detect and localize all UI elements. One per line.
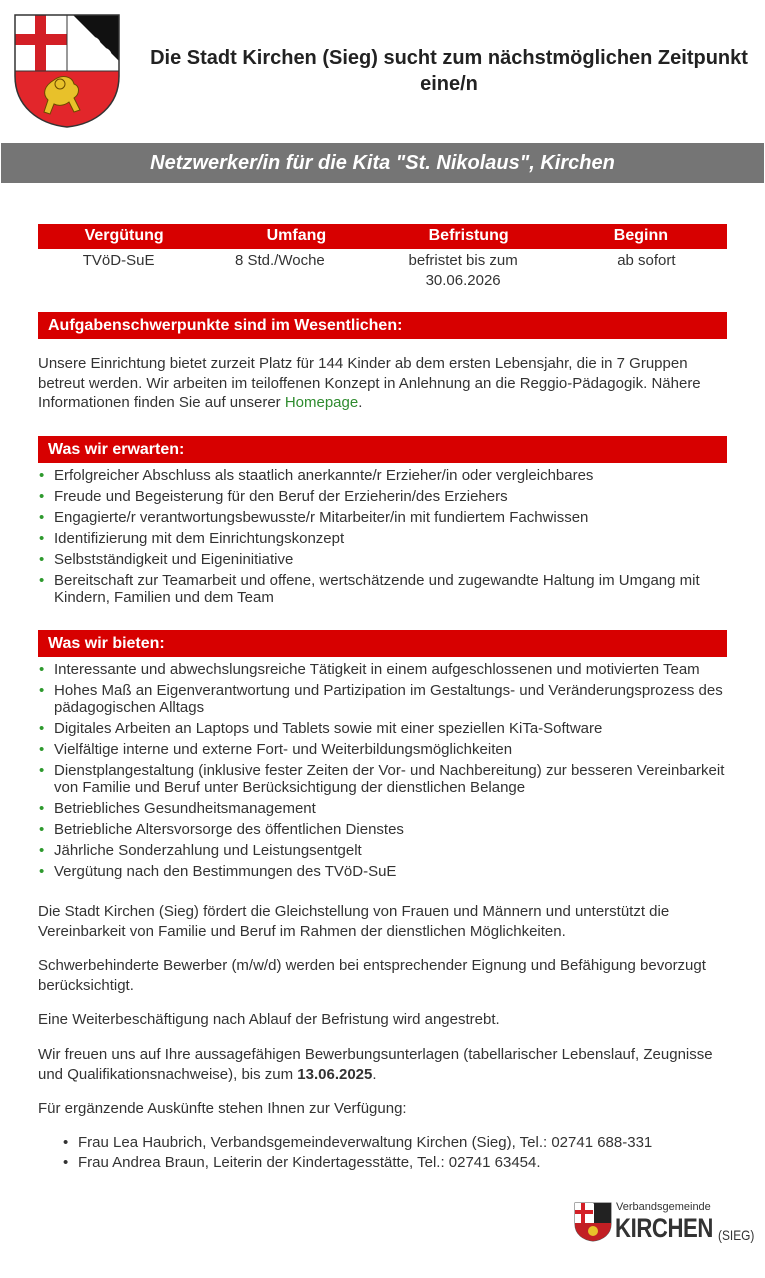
bullet-icon: • [39, 842, 45, 859]
list-item-text: Bereitschaft zur Teamarbeit und offene, wertschätzende und zugewandte Haltung im Umgang mit Kindern, Familien und dem Team [54, 572, 700, 606]
bullet-icon: • [39, 800, 45, 817]
list-item [38, 741, 730, 758]
application-paragraph [38, 1045, 727, 1084]
bullet-icon: • [39, 509, 45, 526]
value-befristung: befristet bis zum 30.06.2026 [408, 252, 518, 289]
list-item [38, 821, 730, 838]
list-item [38, 800, 730, 817]
homepage-link[interactable]: Homepage [284, 394, 359, 411]
tasks-text-end: . [358, 394, 363, 411]
header-umfang: Umfang [266, 227, 327, 244]
section-heading-expect: Was wir erwarten: [38, 436, 727, 463]
list-item [38, 682, 730, 716]
list-item [38, 530, 730, 547]
application-deadline: 13.06.2025 [297, 1065, 373, 1083]
bullet-icon: • [39, 551, 45, 568]
contact-text: Frau Andrea Braun, Leiterin der Kindertagesstätte, Tel.: 02741 63454. [78, 1154, 541, 1171]
continuation-paragraph: Eine Weiterbeschäftigung nach Ablauf der Befristung wird angestrebt. [38, 1011, 500, 1028]
list-item-text: Jährliche Sonderzahlung und Leistungsentgelt [54, 842, 362, 859]
job-info-table [38, 224, 727, 291]
verbandsgemeinde-shield-icon [574, 1202, 612, 1242]
header-befristung: Befristung [428, 227, 509, 244]
logo-big-text: KIRCHEN [615, 1213, 714, 1243]
list-item-text: Hohes Maß an Eigenverantwortung und Partizipation im Gestaltungs- und Veränderungsprozess des pädagogischen Alltags [54, 682, 723, 716]
bullet-icon: • [39, 488, 45, 505]
logo-suffix-text: (SIEG) [718, 1227, 755, 1243]
list-item [38, 488, 730, 505]
page-title: Die Stadt Kirchen (Sieg) sucht zum nächstmöglichen Zeitpunkt eine/n [150, 47, 748, 95]
list-item [38, 661, 730, 678]
job-info-value-row [38, 249, 727, 291]
bullet-icon: • [39, 762, 45, 779]
value-verguetung: TVöD-SuE [82, 252, 155, 269]
bullet-icon: • [39, 661, 45, 678]
job-info-header-row [38, 224, 727, 249]
expect-list [38, 467, 730, 610]
bullet-icon: • [39, 821, 45, 838]
list-item-text: Betriebliches Gesundheitsmanagement [54, 800, 316, 817]
bullet-icon: • [63, 1134, 69, 1151]
header-verguetung: Vergütung [84, 227, 164, 244]
verbandsgemeinde-logo [574, 1200, 758, 1248]
list-item [38, 863, 730, 880]
bullet-icon: • [39, 530, 45, 547]
list-item [38, 509, 730, 526]
list-item [38, 551, 730, 568]
value-umfang: 8 Std./Woche [234, 252, 325, 269]
list-item-text: Freude und Begeisterung für den Beruf der Erzieherin/des Erziehers [54, 488, 508, 505]
offer-list [38, 661, 730, 884]
application-text: Wir freuen uns auf Ihre aussagefähigen Bewerbungsunterlagen (tabellarischer Lebenslauf, Zeugnisse und Qualifikationsnachweise), bis zum [38, 1046, 713, 1083]
list-item [38, 842, 730, 859]
contact-item [63, 1133, 728, 1153]
list-item-text: Interessante und abwechslungsreiche Tätigkeit in einem aufgeschlossenen und motivierten Team [54, 661, 700, 678]
contact-intro: Für ergänzende Auskünfte stehen Ihnen zur Verfügung: [38, 1100, 407, 1117]
header [0, 0, 765, 140]
city-coat-of-arms-icon [14, 14, 120, 128]
bullet-icon: • [39, 741, 45, 758]
contact-item [63, 1153, 728, 1173]
section-heading-offer: Was wir bieten: [38, 630, 727, 657]
bullet-icon: • [63, 1154, 69, 1171]
list-item [38, 720, 730, 737]
list-item-text: Engagierte/r verantwortungsbewusste/r Mitarbeiter/in mit fundiertem Fachwissen [54, 509, 589, 526]
list-item-text: Identifizierung mit dem Einrichtungskonzept [54, 530, 345, 547]
list-item [38, 762, 730, 796]
contact-list [63, 1133, 728, 1173]
contact-text: Frau Lea Haubrich, Verbandsgemeindeverwaltung Kirchen (Sieg), Tel.: 02741 688-331 [78, 1134, 653, 1151]
bullet-icon: • [39, 467, 45, 484]
bullet-icon: • [39, 572, 45, 589]
tasks-paragraph [38, 354, 727, 413]
list-item-text: Digitales Arbeiten an Laptops und Tablets sowie mit einer speziellen KiTa-Software [54, 720, 603, 737]
application-text-end: . [372, 1065, 377, 1083]
tasks-text: Unsere Einrichtung bietet zurzeit Platz für 144 Kinder ab dem ersten Lebensjahr, die in 7 Gruppen betreut werden. Wir arbeiten im teiloffenen Konzept in Anlehnung an die Reggio-Pädagogik. Nähere Informationen finden Sie auf unserer [38, 355, 701, 411]
list-item-text: Vielfältige interne und externe Fort- und Weiterbildungsmöglichkeiten [54, 741, 513, 758]
job-title-banner: Netzwerker/in für die Kita "St. Nikolaus", Kirchen [1, 143, 764, 183]
list-item [38, 572, 730, 606]
bullet-icon: • [39, 682, 45, 699]
equality-paragraph: Die Stadt Kirchen (Sieg) fördert die Gleichstellung von Frauen und Männern und unterstützt die Vereinbarkeit von Familie und Beruf im Rahmen der dienstlichen Möglichkeiten. [38, 903, 670, 940]
list-item-text: Selbstständigkeit und Eigeninitiative [54, 551, 294, 568]
list-item [38, 467, 730, 484]
list-item-text: Betriebliche Altersvorsorge des öffentlichen Dienstes [54, 821, 404, 838]
header-beginn: Beginn [613, 227, 668, 244]
list-item-text: Erfolgreicher Abschluss als staatlich anerkannte/r Erzieher/in oder vergleichbares [54, 467, 594, 484]
disabled-paragraph: Schwerbehinderte Bewerber (m/w/d) werden bei entsprechender Eignung und Befähigung bevorzugt berücksichtigt. [38, 957, 706, 994]
value-beginn: ab sofort [617, 252, 676, 269]
bullet-icon: • [39, 863, 45, 880]
list-item-text: Vergütung nach den Bestimmungen des TVöD-SuE [54, 863, 397, 880]
section-heading-tasks: Aufgabenschwerpunkte sind im Wesentlichen: [38, 312, 727, 339]
logo-small-text: Verbandsgemeinde [616, 1201, 711, 1213]
bullet-icon: • [39, 720, 45, 737]
list-item-text: Dienstplangestaltung (inklusive fester Zeiten der Vor- und Nachbereitung) zur besseren Vereinbarkeit von Familie und Beruf unter Berücksichtigung der dienstlichen Belange [54, 762, 725, 796]
